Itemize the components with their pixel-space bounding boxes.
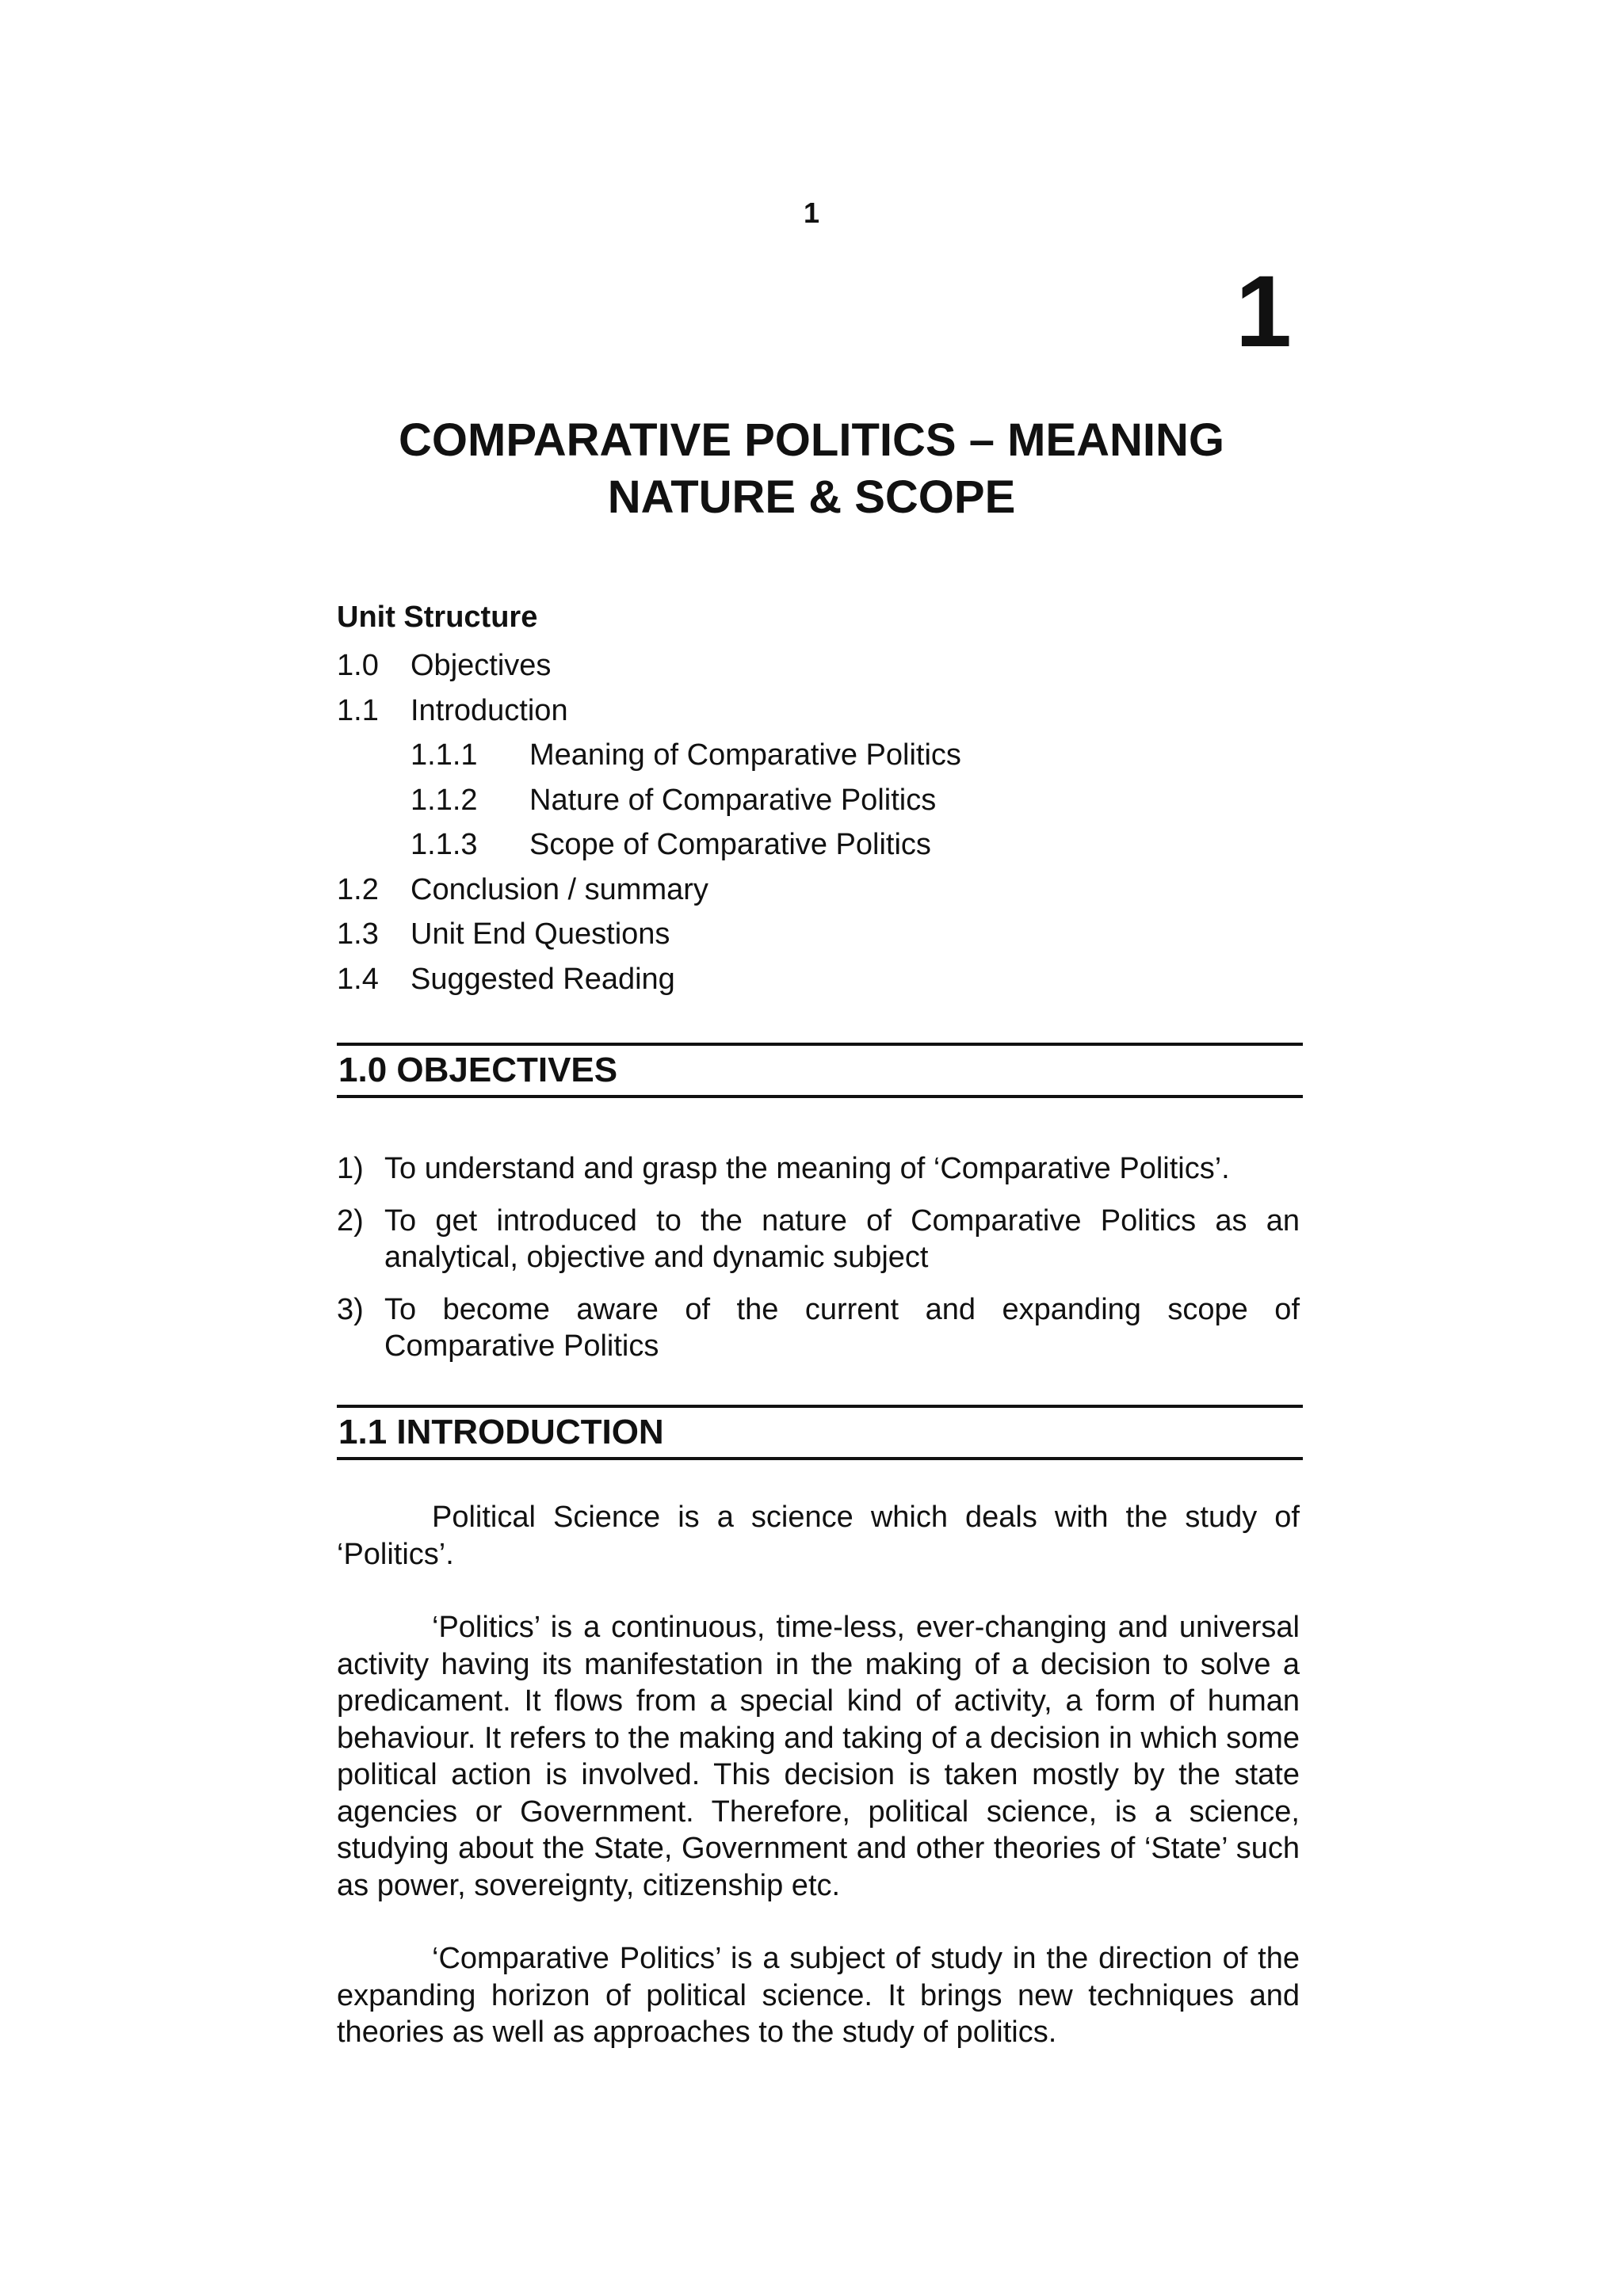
paragraph-text: ‘Politics’ is a continuous, time-less, ever-changing and universal activity having its manifestation in the making of a decision to solve a predicament. It flows from a special kind of activity, a form of human behaviour. It refers to the making and taking of a decision in which some political action is involved. This decision is taken mostly by the state agencies or Government. Therefore, political science, is a science, studying about the State, Government and other theories of ‘State’ such as power, sovereignty, citizenship etc. (337, 1611, 1300, 1902)
objectives-list (337, 1150, 1300, 1380)
objective-item (337, 1291, 1300, 1364)
objective-number: 2) (337, 1204, 364, 1238)
objective-number: 3) (337, 1293, 364, 1326)
body-paragraph (337, 1609, 1300, 1904)
toc-item (337, 688, 1300, 734)
body-paragraph (337, 1499, 1300, 1573)
toc-item-number: 1.1.3 (411, 828, 478, 861)
toc-item-number: 1.0 (337, 649, 379, 682)
toc-item (337, 957, 1300, 1002)
toc-item-number: 1.2 (337, 872, 379, 906)
objective-number: 1) (337, 1152, 364, 1185)
toc-item-label: Scope of Comparative Politics (529, 828, 931, 861)
toc-item-label: Meaning of Comparative Politics (529, 738, 961, 772)
objectives-heading: 1.0 OBJECTIVES (337, 1043, 1303, 1098)
toc-item-label: Conclusion / summary (411, 872, 708, 906)
chapter-title (317, 412, 1306, 526)
paragraph-text: Political Science is a science which deals with the study of ‘Politics’. (337, 1501, 1300, 1571)
toc-subitem (337, 733, 1300, 778)
toc-item-label: Introduction (411, 693, 568, 727)
toc-item-number: 1.3 (337, 917, 379, 951)
objective-item (337, 1203, 1300, 1276)
toc-item (337, 643, 1300, 688)
objective-text: To understand and grasp the meaning of ‘Comparative Politics’. (384, 1152, 1230, 1185)
introduction-heading: 1.1 INTRODUCTION (337, 1405, 1303, 1460)
objective-text: To get introduced to the nature of Comparative Politics as an analytical, objective and dynamic subject (384, 1204, 1300, 1274)
toc-item-number: 1.1.2 (411, 783, 478, 817)
body-paragraph (337, 1940, 1300, 2051)
toc-item-number: 1.1 (337, 693, 379, 727)
toc-item-label: Suggested Reading (411, 962, 675, 996)
paragraph-text: ‘Comparative Politics’ is a subject of study in the direction of the expanding horizon of political science. It brings new techniques and theories as well as approaches to the study of politics. (337, 1942, 1300, 2049)
toc-item (337, 912, 1300, 957)
toc-item-label: Unit End Questions (411, 917, 670, 951)
toc-item-label: Objectives (411, 649, 552, 682)
toc-item-label: Nature of Comparative Politics (529, 783, 937, 817)
chapter-title-line-1: COMPARATIVE POLITICS – MEANING (399, 414, 1224, 466)
chapter-title-line-2: NATURE & SCOPE (607, 471, 1016, 523)
objective-text: To become aware of the current and expanding scope of Comparative Politics (384, 1293, 1300, 1363)
toc-item-number: 1.4 (337, 962, 379, 996)
objective-item (337, 1150, 1300, 1187)
unit-structure-list (337, 643, 1300, 1001)
introduction-body (337, 1499, 1300, 2051)
page-number: 1 (803, 196, 820, 229)
toc-item (337, 868, 1300, 913)
chapter-number: 1 (1235, 255, 1292, 368)
toc-item-number: 1.1.1 (411, 738, 478, 772)
toc-subitem (337, 822, 1300, 868)
toc-subitem (337, 778, 1300, 823)
unit-structure-heading: Unit Structure (337, 601, 538, 634)
